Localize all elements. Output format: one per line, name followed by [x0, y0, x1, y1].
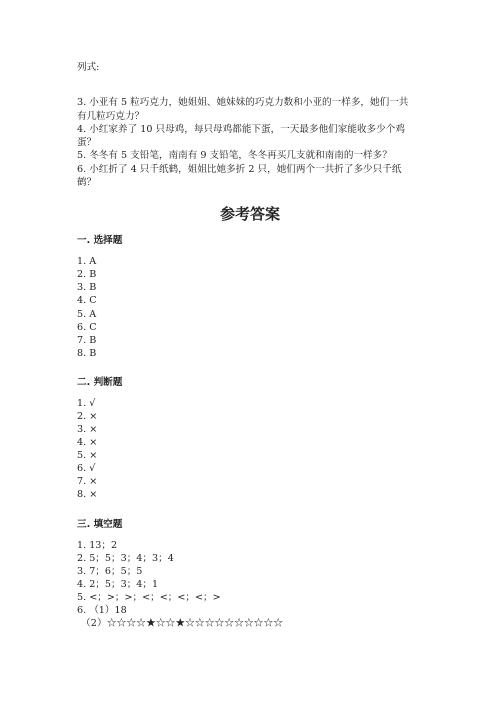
fill-answer: 4. 2；5；3；4；1: [77, 579, 159, 590]
judge-answer: 4. ×: [77, 437, 98, 448]
question-6-line-2: 鹤？: [77, 177, 97, 188]
formula-label: 列式:: [77, 62, 100, 73]
judge-answer: 7. ×: [77, 476, 98, 487]
fill-section-heading: 三. 填空题: [77, 519, 123, 530]
question-4-line-1: 4. 小红家养了 10 只母鸡，每只母鸡都能下蛋，一天最多他们家能收多少个鸡: [77, 124, 405, 135]
judge-answer: 2. ×: [77, 411, 98, 422]
question-3-line-1: 3. 小亚有 5 粒巧克力，她姐姐、她妹妹的巧克力数和小亚的一样多，她们一共: [77, 97, 409, 108]
fill-answer: 2. 5；5；3；4；3；4: [77, 553, 174, 564]
judge-answer: 3. ×: [77, 424, 98, 435]
question-5: 5. 冬冬有 5 支铅笔，南南有 9 支铅笔，冬冬再买几支就和南南的一样多？: [77, 150, 392, 161]
judge-answer: 6. √: [77, 463, 96, 474]
judge-answer: 8. ×: [77, 489, 98, 500]
judge-section-heading: 二. 判断题: [77, 377, 123, 388]
fill-answer: 3. 7；6；5；5: [77, 566, 143, 577]
choice-answer: 7. B: [77, 335, 97, 346]
choice-answer: 4. C: [77, 295, 97, 306]
question-3-line-2: 有几粒巧克力？: [77, 111, 145, 122]
choice-section-heading: 一. 选择题: [77, 235, 123, 246]
fill-answer: 5. <；>；>；<；<；<；<；>: [77, 592, 221, 603]
fill-answer-star-pattern: （2）☆☆☆☆★☆☆★☆☆☆☆☆☆☆☆☆☆: [81, 618, 284, 629]
choice-answer: 3. B: [77, 282, 97, 293]
question-4-line-2: 蛋？: [77, 137, 97, 148]
choice-answer: 8. B: [77, 348, 97, 359]
choice-answer: 1. A: [77, 256, 97, 267]
fill-answer: 6. （1）18: [77, 605, 127, 616]
judge-answer: 1. √: [77, 398, 96, 409]
choice-answer: 2. B: [77, 269, 97, 280]
judge-answer: 5. ×: [77, 450, 98, 461]
answer-key-title: 参考答案: [219, 205, 280, 223]
choice-answer: 6. C: [77, 322, 97, 333]
fill-answer: 1. 13；2: [77, 540, 118, 551]
question-6-line-1: 6. 小红折了 4 只千纸鹤，姐姐比她多折 2 只，她们两个一共折了多少只千纸: [77, 164, 402, 175]
choice-answer: 5. A: [77, 309, 97, 320]
